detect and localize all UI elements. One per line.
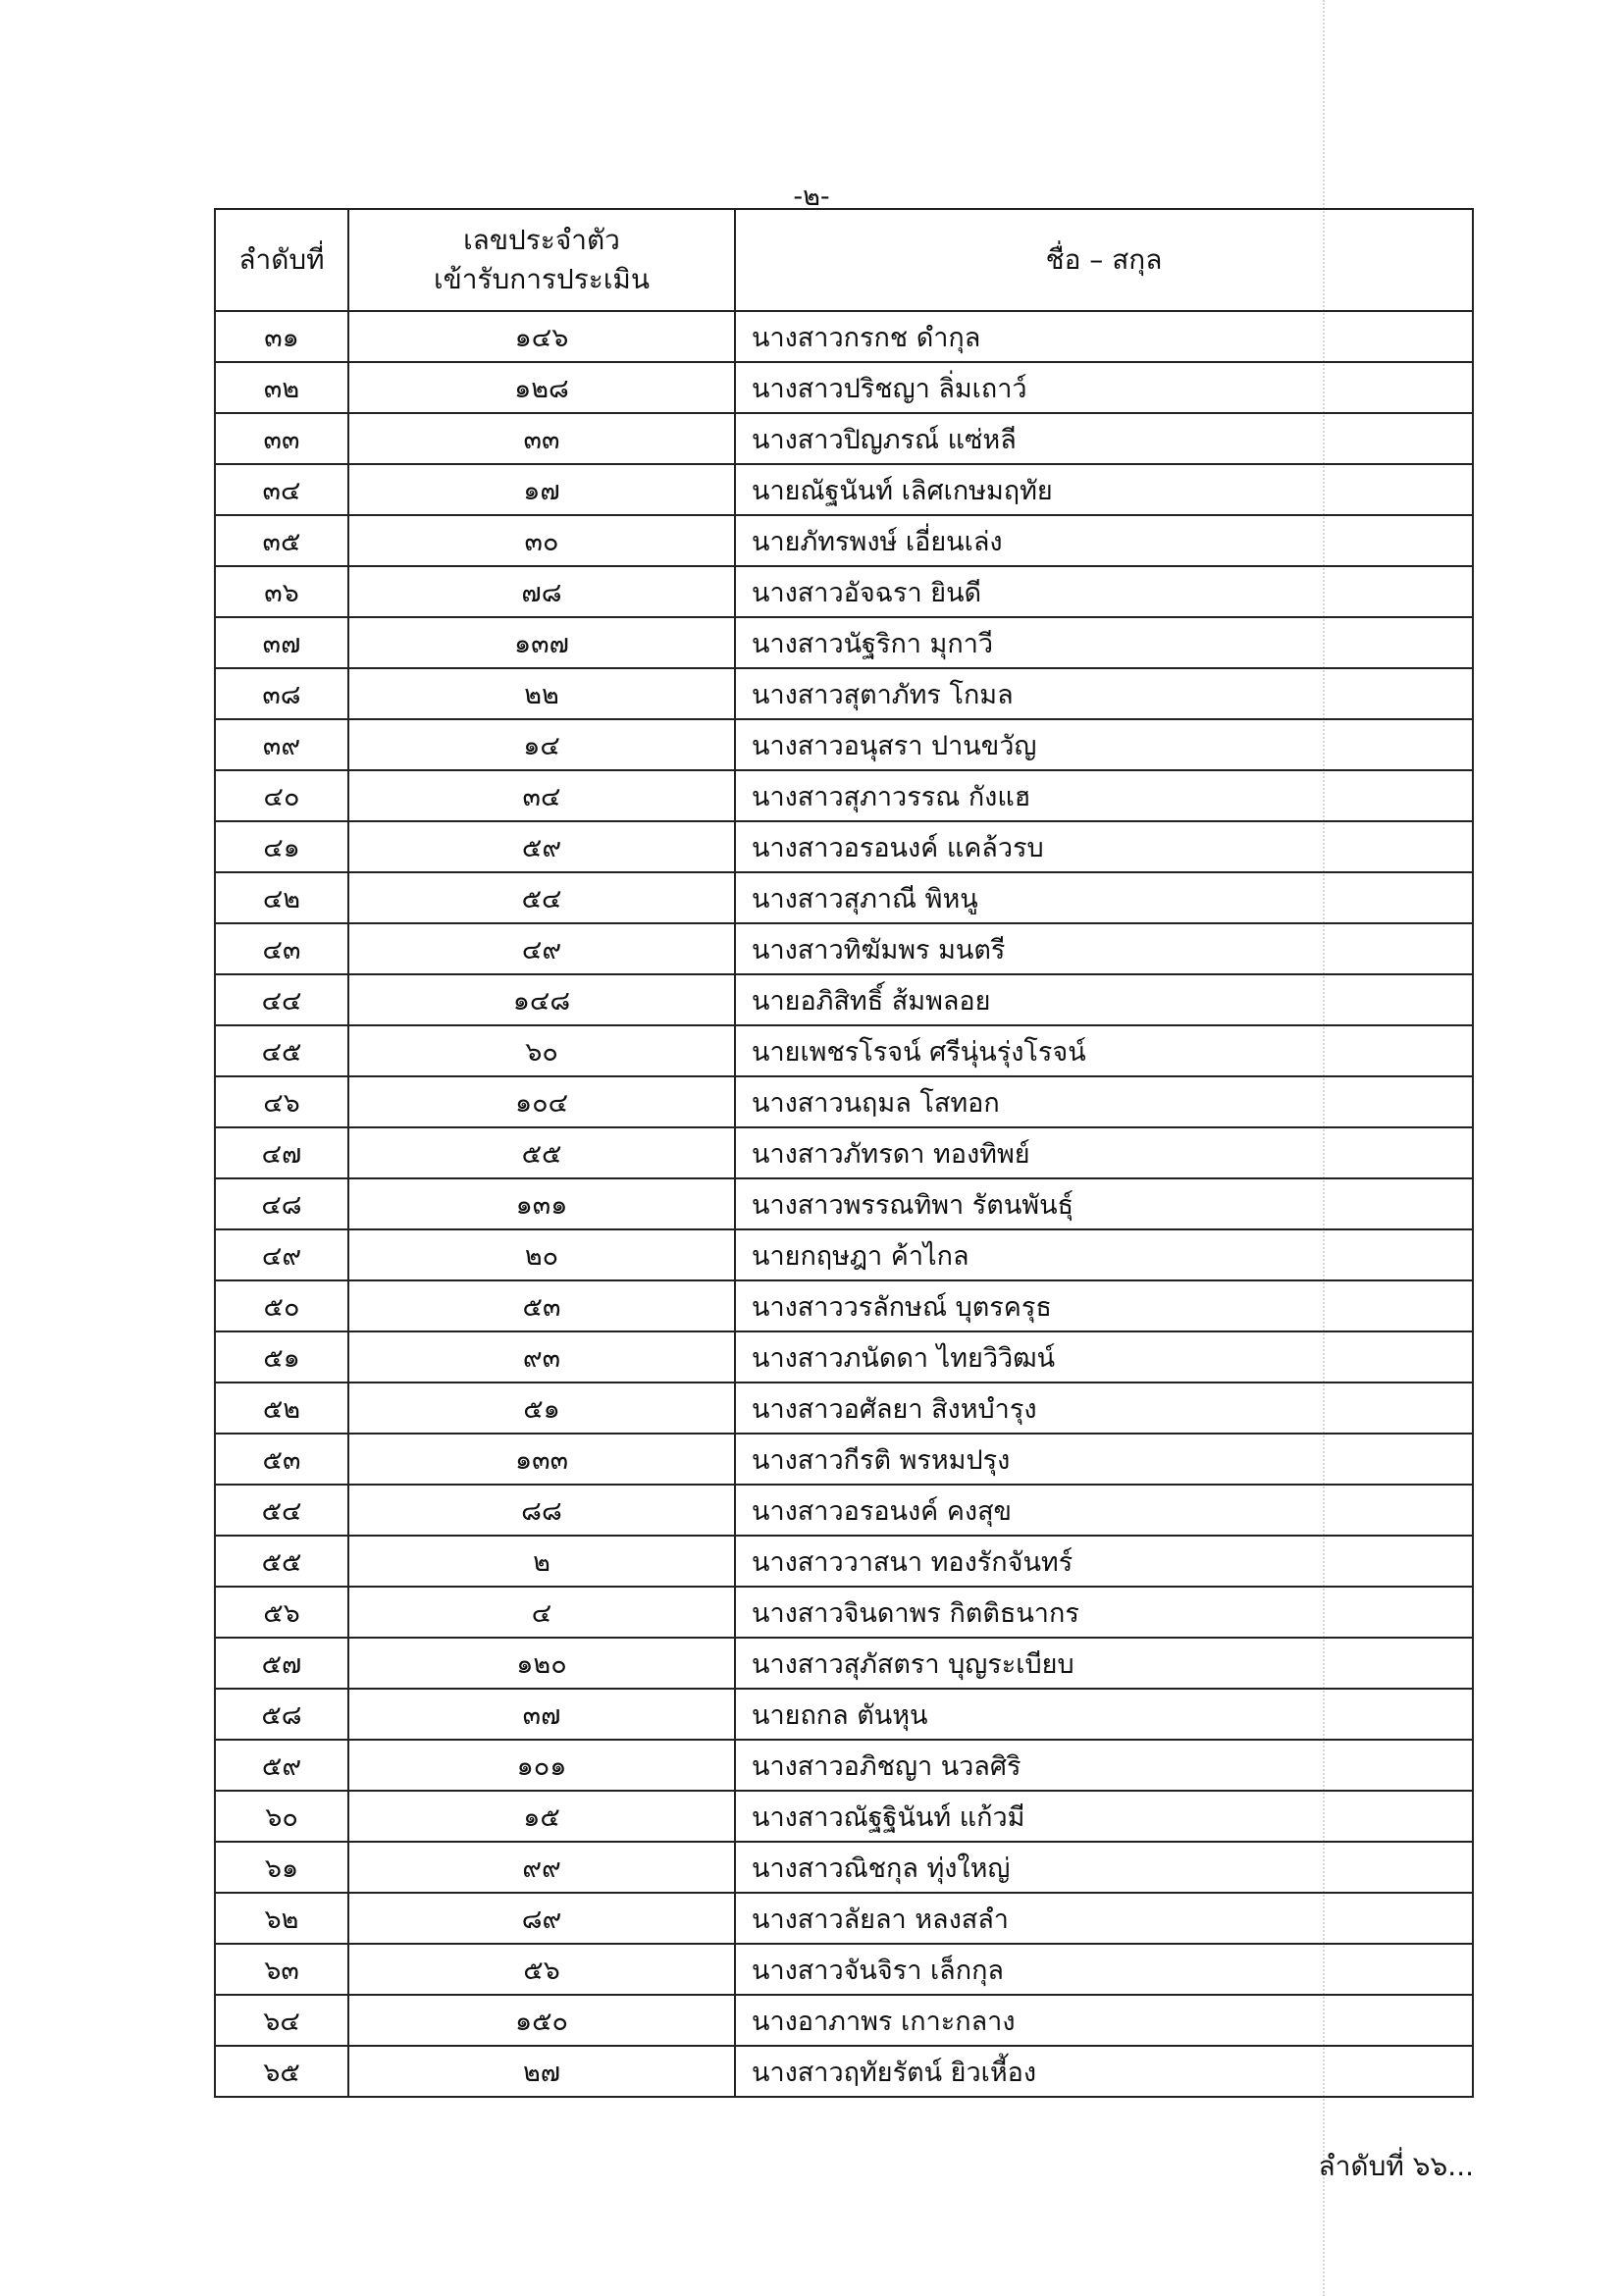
page-number: -๒- xyxy=(793,182,830,212)
table-row xyxy=(215,311,1473,362)
cell-seq: ๕๗ xyxy=(215,1638,348,1689)
cell-seq: ๔๓ xyxy=(215,923,348,974)
table-row xyxy=(215,1025,1473,1076)
cell-name: นางสาวอศัลยา สิงหบำรุง xyxy=(735,1383,1473,1434)
table-row xyxy=(215,1689,1473,1740)
header-seq: ลำดับที่ xyxy=(215,209,348,311)
cell-id: ๓๗ xyxy=(348,1689,735,1740)
cell-name: นางสาวลัยลา หลงสลำ xyxy=(735,1893,1473,1944)
cell-id: ๒๗ xyxy=(348,2046,735,2097)
cell-id: ๑๒๐ xyxy=(348,1638,735,1689)
cell-name: นางสาวกรกช ดำกุล xyxy=(735,311,1473,362)
table-header-row xyxy=(215,209,1473,311)
table-row xyxy=(215,1383,1473,1434)
table-row xyxy=(215,1280,1473,1331)
table-row xyxy=(215,821,1473,872)
cell-name: นางสาวจันจิรา เล็กกุล xyxy=(735,1944,1473,1995)
cell-name: นางสาวสุภาณี พิหนู xyxy=(735,872,1473,923)
table-row xyxy=(215,1178,1473,1229)
cell-id: ๓๐ xyxy=(348,515,735,566)
table-row xyxy=(215,1229,1473,1280)
cell-name: นางสาวอภิชญา นวลศิริ xyxy=(735,1740,1473,1791)
table-row xyxy=(215,923,1473,974)
cell-seq: ๖๑ xyxy=(215,1842,348,1893)
cell-name: นายกฤษฎา ค้าไกล xyxy=(735,1229,1473,1280)
cell-id: ๙๓ xyxy=(348,1331,735,1383)
table-row xyxy=(215,1587,1473,1638)
table-row xyxy=(215,1944,1473,1995)
table-row xyxy=(215,464,1473,515)
cell-seq: ๓๘ xyxy=(215,668,348,719)
cell-name: นางสาวณิชกุล ทุ่งใหญ่ xyxy=(735,1842,1473,1893)
cell-name: นางสาวกีรติ พรหมปรุง xyxy=(735,1434,1473,1485)
table-row xyxy=(215,1485,1473,1536)
cell-name: นางสาวนฤมล โสทอก xyxy=(735,1076,1473,1127)
cell-id: ๑๔๘ xyxy=(348,974,735,1025)
table-row xyxy=(215,1893,1473,1944)
cell-id: ๓๔ xyxy=(348,770,735,821)
cell-seq: ๔๕ xyxy=(215,1025,348,1076)
cell-name: นายณัฐนันท์ เลิศเกษมฤทัย xyxy=(735,464,1473,515)
cell-id: ๑๓๗ xyxy=(348,617,735,668)
cell-name: นางสาววาสนา ทองรักจันทร์ xyxy=(735,1536,1473,1587)
cell-name: นางสาวสุตาภัทร โกมล xyxy=(735,668,1473,719)
cell-id: ๘๘ xyxy=(348,1485,735,1536)
cell-name: นางสาวฤทัยรัตน์ ยิวเหี้อง xyxy=(735,2046,1473,2097)
cell-id: ๕๔ xyxy=(348,872,735,923)
cell-name: นางสาวสุภัสตรา บุญระเบียบ xyxy=(735,1638,1473,1689)
table-row xyxy=(215,1791,1473,1842)
cell-seq: ๓๖ xyxy=(215,566,348,617)
cell-seq: ๕๙ xyxy=(215,1740,348,1791)
table-row xyxy=(215,974,1473,1025)
cell-id: ๒๐ xyxy=(348,1229,735,1280)
cell-id: ๑๕ xyxy=(348,1791,735,1842)
cell-id: ๒๒ xyxy=(348,668,735,719)
cell-seq: ๓๗ xyxy=(215,617,348,668)
cell-name: นายอภิสิทธิ์ ส้มพลอย xyxy=(735,974,1473,1025)
cell-id: ๒ xyxy=(348,1536,735,1587)
cell-name: นางสาวอรอนงค์ คงสุข xyxy=(735,1485,1473,1536)
cell-seq: ๓๒ xyxy=(215,362,348,413)
cell-seq: ๕๖ xyxy=(215,1587,348,1638)
cell-id: ๑๕๐ xyxy=(348,1995,735,2046)
continuation-note: ลำดับที่ ๖๖... xyxy=(1318,2150,1474,2182)
cell-seq: ๖๐ xyxy=(215,1791,348,1842)
cell-id: ๑๐๑ xyxy=(348,1740,735,1791)
cell-name: นางสาวสุภาวรรณ กังแฮ xyxy=(735,770,1473,821)
cell-id: ๑๗ xyxy=(348,464,735,515)
cell-name: นายเพชรโรจน์ ศรีนุ่นรุ่งโรจน์ xyxy=(735,1025,1473,1076)
cell-name: นางสาวอัจฉรา ยินดี xyxy=(735,566,1473,617)
cell-id: ๘๙ xyxy=(348,1893,735,1944)
cell-seq: ๔๗ xyxy=(215,1127,348,1178)
header-name: ชื่อ – สกุล xyxy=(735,209,1473,311)
cell-name: นางสาวณัฐฐินันท์ แก้วมี xyxy=(735,1791,1473,1842)
cell-id: ๓๓ xyxy=(348,413,735,464)
cell-name: นางสาวอรอนงค์ แคล้วรบ xyxy=(735,821,1473,872)
table-body xyxy=(215,311,1473,2097)
cell-name: นางสาวจินดาพร กิตติธนากร xyxy=(735,1587,1473,1638)
cell-seq: ๕๘ xyxy=(215,1689,348,1740)
cell-seq: ๓๑ xyxy=(215,311,348,362)
table-row xyxy=(215,1740,1473,1791)
cell-seq: ๓๓ xyxy=(215,413,348,464)
header-id-line1: เลขประจำตัว xyxy=(463,224,620,256)
cell-id: ๕๙ xyxy=(348,821,735,872)
cell-seq: ๓๙ xyxy=(215,719,348,770)
table-row xyxy=(215,566,1473,617)
cell-name: นางสาวภัทรดา ทองทิพย์ xyxy=(735,1127,1473,1178)
cell-seq: ๔๑ xyxy=(215,821,348,872)
table-row xyxy=(215,1331,1473,1383)
cell-seq: ๖๔ xyxy=(215,1995,348,2046)
cell-id: ๑๔๖ xyxy=(348,311,735,362)
cell-name: นางสาวปิญภรณ์ แซ่หลี xyxy=(735,413,1473,464)
roster-table xyxy=(214,208,1474,2098)
cell-seq: ๕๓ xyxy=(215,1434,348,1485)
cell-name: นางอาภาพร เกาะกลาง xyxy=(735,1995,1473,2046)
cell-name: นางสาวปริชญา ลิ่มเถาว์ xyxy=(735,362,1473,413)
cell-name: นางสาวพรรณทิพา รัตนพันธุ์ xyxy=(735,1178,1473,1229)
table-row xyxy=(215,872,1473,923)
header-id xyxy=(348,209,735,311)
table-row xyxy=(215,719,1473,770)
cell-name: นางสาวภนัดดา ไทยวิวิฒน์ xyxy=(735,1331,1473,1383)
cell-id: ๑๒๘ xyxy=(348,362,735,413)
cell-seq: ๕๑ xyxy=(215,1331,348,1383)
cell-id: ๙๙ xyxy=(348,1842,735,1893)
cell-seq: ๔๘ xyxy=(215,1178,348,1229)
cell-seq: ๕๕ xyxy=(215,1536,348,1587)
cell-seq: ๔๔ xyxy=(215,974,348,1025)
cell-id: ๕๑ xyxy=(348,1383,735,1434)
table-row xyxy=(215,1995,1473,2046)
cell-name: นางสาวอนุสรา ปานขวัญ xyxy=(735,719,1473,770)
cell-id: ๑๔ xyxy=(348,719,735,770)
cell-id: ๑๐๔ xyxy=(348,1076,735,1127)
table-row xyxy=(215,362,1473,413)
cell-name: นางสาวทิฆัมพร มนตรี xyxy=(735,923,1473,974)
cell-seq: ๔๖ xyxy=(215,1076,348,1127)
table-row xyxy=(215,1076,1473,1127)
cell-id: ๗๘ xyxy=(348,566,735,617)
cell-id: ๑๓๑ xyxy=(348,1178,735,1229)
cell-name: นายภัทรพงษ์ เอี่ยนเล่ง xyxy=(735,515,1473,566)
table-row xyxy=(215,1127,1473,1178)
cell-seq: ๓๔ xyxy=(215,464,348,515)
table-row xyxy=(215,1536,1473,1587)
cell-seq: ๕๐ xyxy=(215,1280,348,1331)
cell-seq: ๖๕ xyxy=(215,2046,348,2097)
table-row xyxy=(215,668,1473,719)
cell-id: ๕๓ xyxy=(348,1280,735,1331)
cell-seq: ๖๒ xyxy=(215,1893,348,1944)
cell-seq: ๔๐ xyxy=(215,770,348,821)
table-row xyxy=(215,770,1473,821)
table-row xyxy=(215,1638,1473,1689)
cell-id: ๑๓๓ xyxy=(348,1434,735,1485)
cell-seq: ๓๕ xyxy=(215,515,348,566)
cell-name: นางสาววรลักษณ์ บุตรครุธ xyxy=(735,1280,1473,1331)
cell-name: นางสาวนัฐริกา มุกาวี xyxy=(735,617,1473,668)
cell-seq: ๔๒ xyxy=(215,872,348,923)
table-row xyxy=(215,1842,1473,1893)
cell-seq: ๖๓ xyxy=(215,1944,348,1995)
table-row xyxy=(215,2046,1473,2097)
cell-id: ๕๕ xyxy=(348,1127,735,1178)
cell-id: ๕๖ xyxy=(348,1944,735,1995)
table-row xyxy=(215,515,1473,566)
table-row xyxy=(215,1434,1473,1485)
cell-seq: ๕๔ xyxy=(215,1485,348,1536)
cell-seq: ๔๙ xyxy=(215,1229,348,1280)
table-row xyxy=(215,413,1473,464)
cell-name: นายถกล ตันหุน xyxy=(735,1689,1473,1740)
cell-id: ๔ xyxy=(348,1587,735,1638)
table-row xyxy=(215,617,1473,668)
header-id-line2: เข้ารับการประเมิน xyxy=(434,263,650,295)
cell-id: ๖๐ xyxy=(348,1025,735,1076)
cell-seq: ๕๒ xyxy=(215,1383,348,1434)
cell-id: ๔๙ xyxy=(348,923,735,974)
